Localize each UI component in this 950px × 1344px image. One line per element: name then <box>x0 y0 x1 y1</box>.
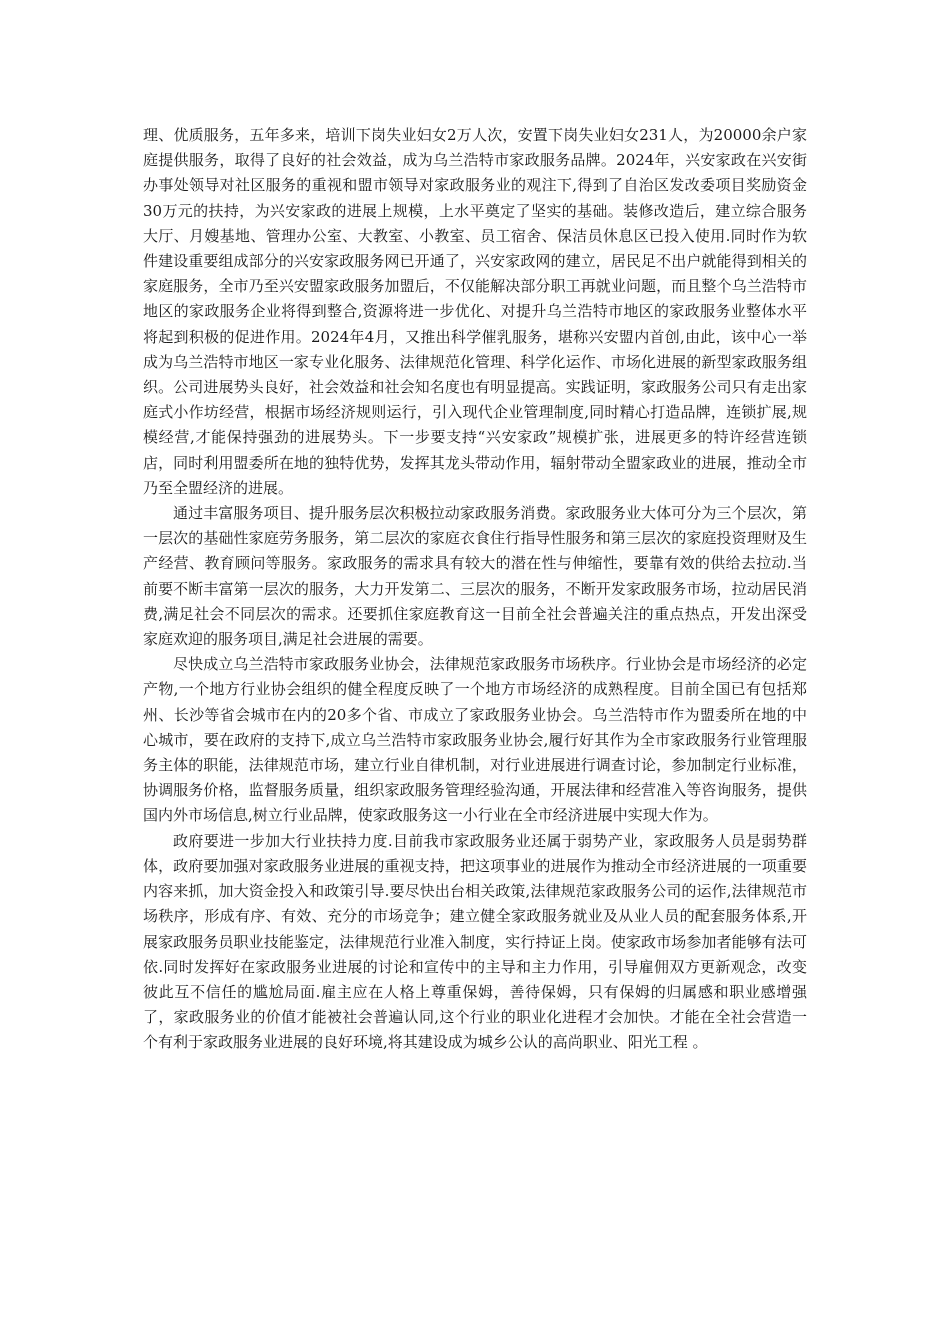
paragraph-government-support: 政府要进一步加大行业扶持力度.目前我市家政服务业还属于弱势产业，家政服务人员是弱势群体，政府要加强对家政服务业进展的重视支持，把这项事业的进展作为推动全市经济进展的一项重要内容来抓，加大资金投入和政策引导.要尽快出台相关政策,法律规范家政服务公司的运作,法律规范市场秩序，形成有序、有效、充分的市场竞争；建立健全家政服务就业及从业人员的配套服务体系,开展家政服务员职业技能鉴定，法律规范行业准入制度，实行持证上岗。使家政市场参加者能够有法可依.同时发挥好在家政服务业进展的讨论和宣传中的主导和主力作用，引导雇佣双方更新观念，改变彼此互不信任的尴尬局面.雇主应在人格上尊重保姆，善待保姆，只有保姆的归属感和职业感增强了，家政服务业的价值才能被社会普遍认同,这个行业的职业化进程才会加快。才能在全社会营造一个有利于家政服务业进展的良好环境,将其建设成为城乡公认的高尚职业、阳光工程 。 <box>143 831 807 1052</box>
paragraph-industry-association: 尽快成立乌兰浩特市家政服务业协会，法律规范家政服务市场秩序。行业协会是市场经济的必定产物,一个地方行业协会组织的健全程度反映了一个地方市场经济的成熟程度。目前全国已有包括郑州、长沙等省会城市在内的20多个省、市成立了家政服务业协会。乌兰浩特市作为盟委所在地的中心城市，要在政府的支持下,成立乌兰浩特市家政服务业协会,履行好其作为全市家政服务行业管理服务主体的职能，法律规范市场，建立行业自律机制，对行业进展进行调查讨论，参加制定行业标准，协调服务价格，监督服务质量，组织家政服务管理经验沟通，开展法律和经营准入等咨询服务，提供国内外市场信息,树立行业品牌，使家政服务这一小行业在全市经济进展中实现大作为。 <box>143 655 807 825</box>
document-body <box>143 123 807 1056</box>
paragraph-continuation: 理、优质服务，五年多来，培训下岗失业妇女2万人次，安置下岗失业妇女231人，为20000余户家庭提供服务，取得了良好的社会效益，成为乌兰浩特市家政服务品牌。2024年，兴安家政在兴安街办事处领导对社区服务的重视和盟市领导对家政服务业的观注下,得到了自治区发改委项目奖励资金30万元的扶持，为兴安家政的进展上规模，上水平奠定了坚实的基础。装修改造后，建立综合服务大厅、月嫂基地、管理办公室、大教室、小教室、员工宿舍、保洁员休息区已投入使用.同时作为软件建设重要组成部分的兴安家政服务网已开通了，兴安家政网的建立，居民足不出户就能得到相关的家庭服务，全市乃至兴安盟家政服务加盟后，不仅能解决部分职工再就业问题，而且整个乌兰浩特市地区的家政服务企业将得到整合,资源将进一步优化、对提升乌兰浩特市地区的家政服务业整体水平将起到积极的促进作用。2024年4月，又推出科学催乳服务，堪称兴安盟内首创,由此，该中心一举成为乌兰浩特市地区一家专业化服务、法律规范化管理、科学化运作、市场化进展的新型家政服务组织。公司进展势头良好，社会效益和社会知名度也有明显提高。实践证明，家政服务公司只有走出家庭式小作坊经营，根据市场经济规则运行，引入现代企业管理制度,同时精心打造品牌，连锁扩展,规模经营,才能保持强劲的进展势头。下一步要支持“兴安家政”规模扩张，进展更多的特许经营连锁店，同时利用盟委所在地的独特优势，发挥其龙头带动作用，辐射带动全盟家政业的进展，推动全市乃至全盟经济的进展。 <box>143 126 807 497</box>
paragraph-service-consumption: 通过丰富服务项目、提升服务层次积极拉动家政服务消费。家政服务业大体可分为三个层次，第一层次的基础性家庭劳务服务，第二层次的家庭衣食住行指导性服务和第三层次的家庭投资理财及生产经营、教育顾问等服务。家政服务的需求具有较大的潜在性与伸缩性，要靠有效的供给去拉动.当前要不断丰富第一层次的服务，大力开发第二、三层次的服务，不断开发家政服务市场，拉动居民消费,满足社会不同层次的需求。还要抓住家庭教育这一目前全社会普遍关注的重点热点，开发出深受家庭欢迎的服务项目,满足社会进展的需要。 <box>143 504 807 649</box>
